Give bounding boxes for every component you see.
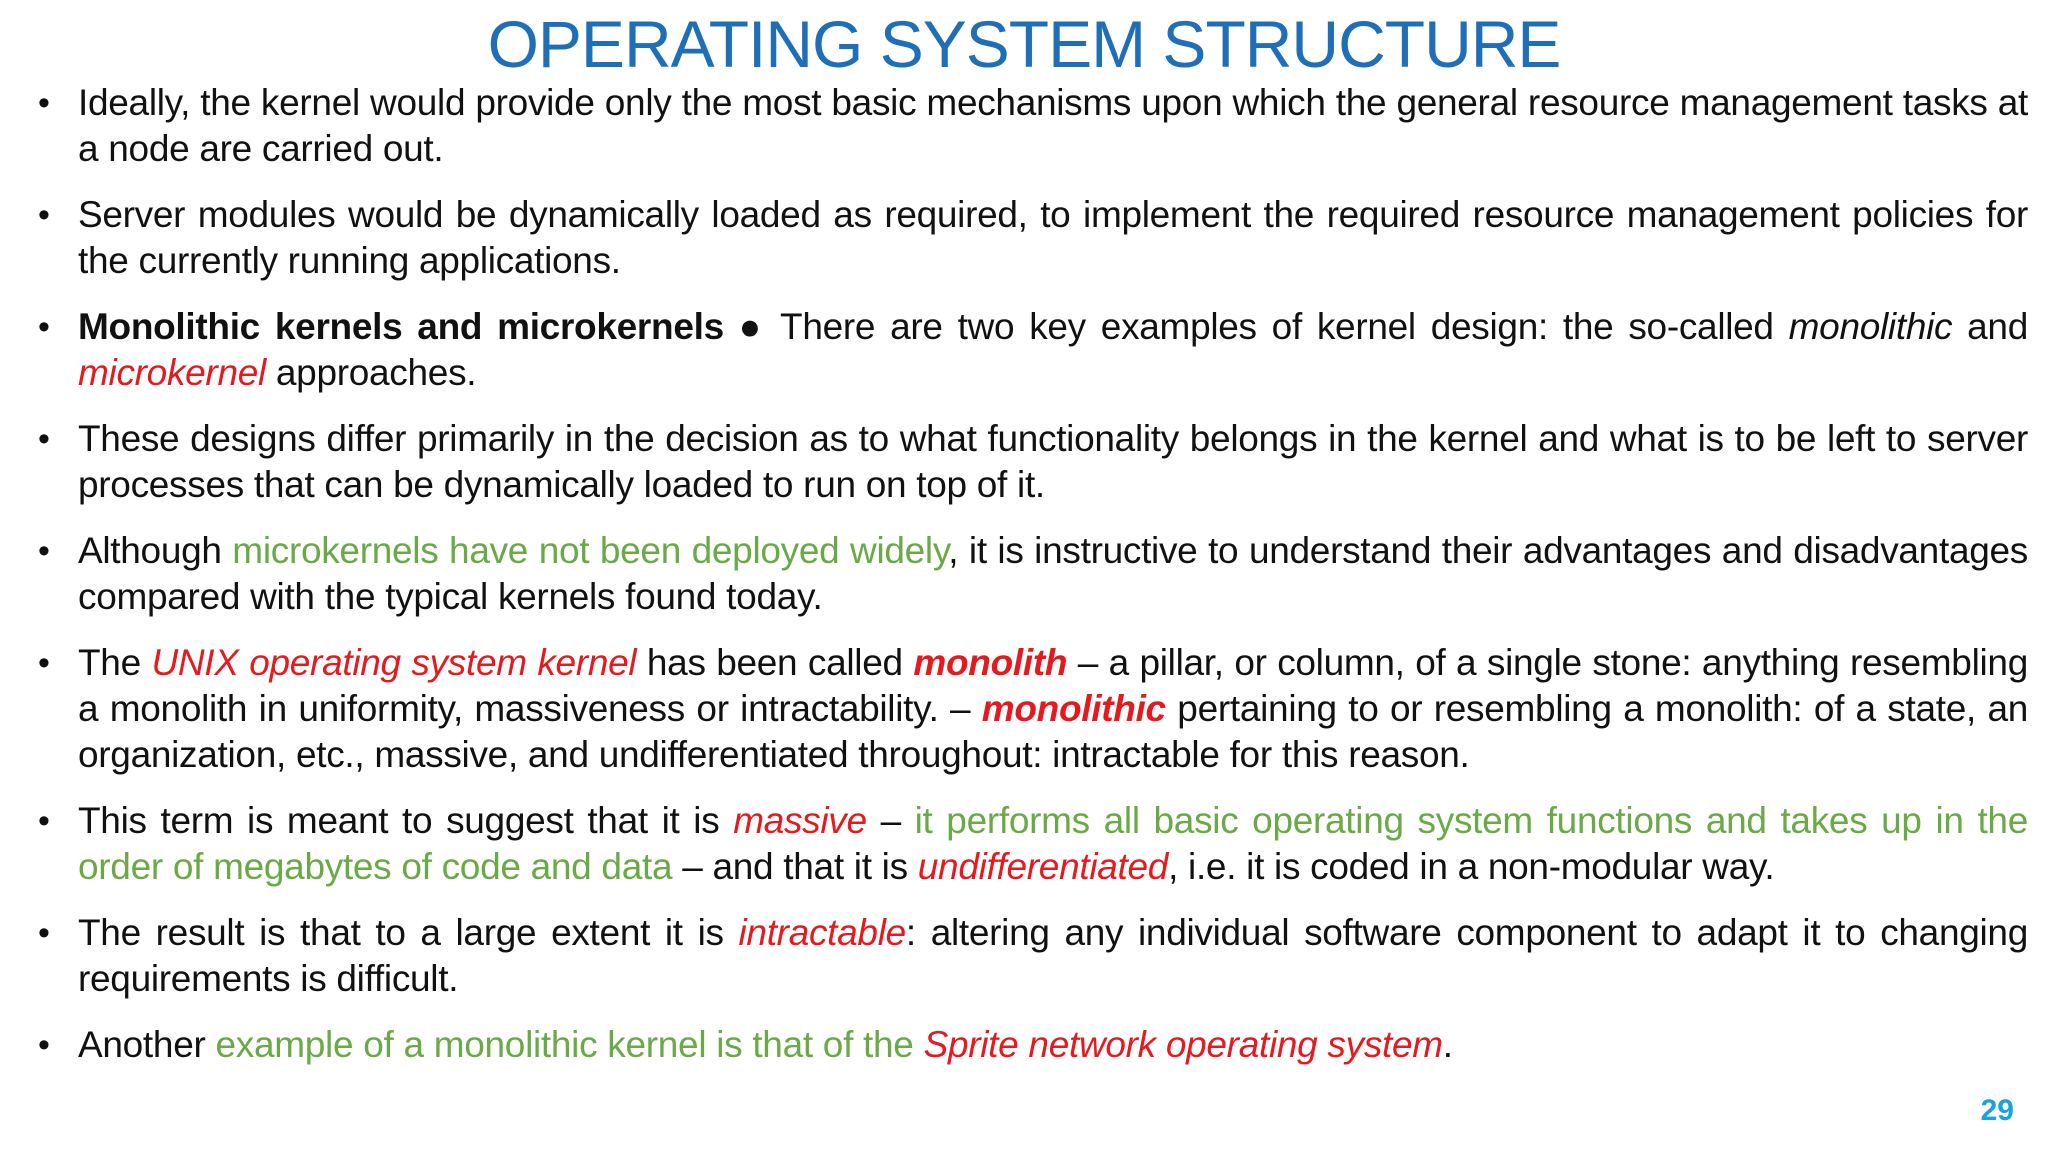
bullet-text: There are two key examples of kernel design: the so-called (765, 306, 1789, 347)
bullet-icon: • (38, 308, 50, 346)
bullet-text: , i.e. it is coded in a non-modular way. (1168, 846, 1775, 887)
bullet-text: – a pillar, or column, of a single stone: anything resembling a monolith in uniformity, massiveness or intractability. – (78, 642, 2028, 729)
bullet-text: , it is instructive to understand their advantages and disadvantages compared with the typical kernels found today. (78, 530, 2028, 617)
bullet-item-3 (38, 304, 2028, 396)
term-intractable: intractable (738, 912, 906, 953)
bullet-text: The result is that to a large extent it is (78, 912, 739, 953)
bullet-icon: • (38, 196, 50, 234)
bullet-text: has been called (636, 642, 914, 683)
term-monolith: monolith (913, 642, 1068, 683)
bullet-item-6 (38, 640, 2028, 778)
bullet-icon: • (38, 420, 50, 458)
bullet-text: These designs differ primarily in the decision as to what functionality belongs in the kernel and what is to be left to server processes that can be dynamically loaded to run on top of it. (78, 418, 2028, 505)
bullet-text: Ideally, the kernel would provide only the most basic mechanisms upon which the general resource management tasks at a node are carried out. (78, 82, 2028, 169)
bullet-text: . (1442, 1024, 1453, 1065)
bullet-item-5 (38, 528, 2028, 620)
term-unix-kernel: UNIX operating system kernel (151, 642, 637, 683)
term-undifferentiated: undifferentiated (917, 846, 1169, 887)
bullet-icon: • (38, 1026, 50, 1064)
term-monolithic: monolithic (1788, 306, 1953, 347)
bullet-text: : altering any individual software component to adapt it to changing requirements is difficult. (78, 912, 2028, 999)
bullet-text: approaches. (265, 352, 477, 393)
bullet-text: Another (78, 1024, 216, 1065)
green-highlight: microkernels have not been deployed widely (232, 530, 949, 571)
bold-heading: Monolithic kernels and microkernels ● (78, 306, 766, 347)
bullet-item-7 (38, 798, 2028, 890)
bullet-item-9 (38, 1022, 2028, 1068)
bullet-text: The (78, 642, 152, 683)
bullet-icon: • (38, 84, 50, 122)
bullet-text: This term is meant to suggest that it is (78, 800, 734, 841)
bullet-item-1 (38, 80, 2028, 172)
term-microkernel: microkernel (78, 352, 266, 393)
bullet-text: and (1952, 306, 2028, 347)
bullet-text: pertaining to or resembling a monolith: of a state, an organization, etc., massive, and undifferentiated throughout: intractable for this reason. (78, 688, 2029, 775)
bullet-icon: • (38, 532, 50, 570)
bullet-item-8 (38, 910, 2028, 1002)
bullet-text: Server modules would be dynamically loaded as required, to implement the required resource management policies for the currently running applications. (78, 194, 2028, 281)
bullet-item-4 (38, 416, 2028, 508)
term-massive: massive (733, 800, 867, 841)
bullet-list (38, 80, 2028, 1088)
green-highlight: example of a monolithic kernel is that of the (215, 1024, 924, 1065)
bullet-text: – and that it is (672, 846, 918, 887)
bullet-icon: • (38, 914, 50, 952)
slide-title: OPERATING SYSTEM STRUCTURE (487, 7, 1561, 81)
green-highlight: it performs all basic operating system functions and takes up in the order of megabytes of code and data (78, 800, 2028, 887)
term-sprite-os: Sprite network operating system (923, 1024, 1443, 1065)
bullet-icon: • (38, 802, 50, 840)
page-number: 29 (1980, 1094, 2014, 1127)
bullet-text: – (866, 800, 915, 841)
term-monolithic-def: monolithic (981, 688, 1166, 729)
bullet-icon: • (38, 644, 50, 682)
bullet-item-2 (38, 192, 2028, 284)
bullet-text: Although (78, 530, 233, 571)
